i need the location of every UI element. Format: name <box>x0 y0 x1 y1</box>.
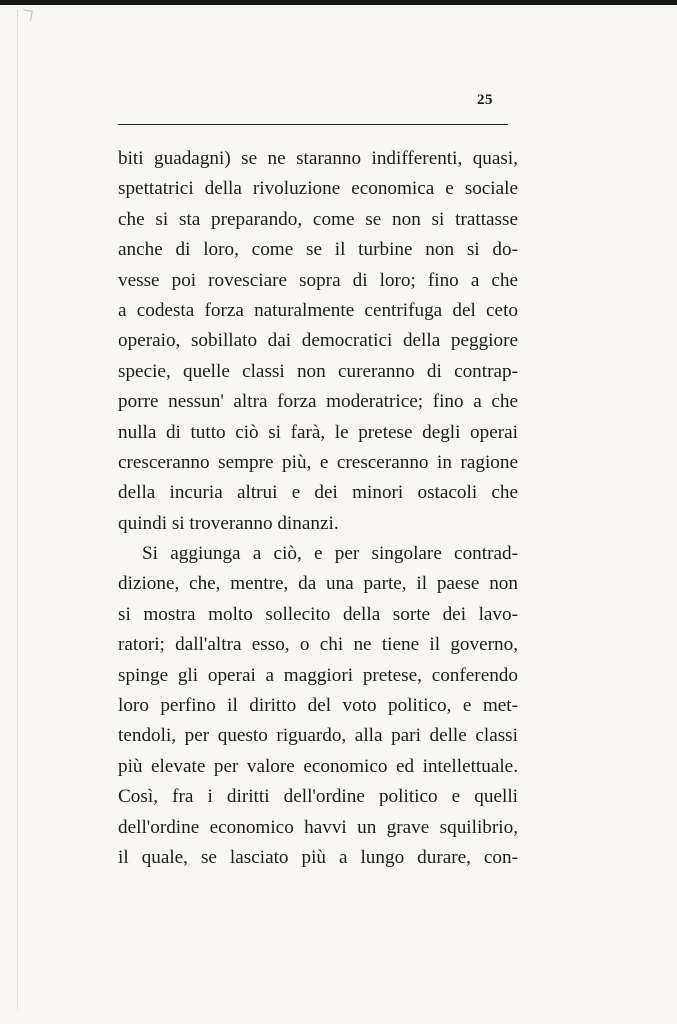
text-line: loro perfino il diritto del voto politico, e met- <box>118 695 518 717</box>
text-line: ratori; dall'altra esso, o chi ne tiene il governo, <box>118 634 518 656</box>
text-line: dell'ordine economico havvi un grave squilibrio, <box>118 816 518 838</box>
text-line: tendoli, per questo riguardo, alla pari delle classi <box>118 725 518 747</box>
text-line: dizione, che, mentre, da una parte, il paese non <box>118 573 518 595</box>
text-line: operaio, sobillato dai democratici della peggiore <box>118 330 518 352</box>
text-line: anche di loro, come se il turbine non si do- <box>118 239 518 261</box>
text-line: cresceranno sempre più, e cresceranno in ragione <box>118 451 518 473</box>
header-rule <box>118 124 508 125</box>
page-number: 25 <box>477 92 493 108</box>
text-line: Così, fra i diritti dell'ordine politico e quelli <box>118 786 518 808</box>
text-line: spinge gli operai a maggiori pretese, conferendo <box>118 664 518 686</box>
paragraph-end-line: quindi si troveranno dinanzi. <box>118 512 339 534</box>
text-line: porre nessun' altra forza moderatrice; fino a che <box>118 391 518 413</box>
text-line: specie, quelle classi non cureranno di contrap- <box>118 360 518 382</box>
text-line: nulla di tutto ciò si farà, le pretese degli operai <box>118 421 518 443</box>
scan-top-edge <box>0 0 677 5</box>
text-line: più elevate per valore economico ed intellettuale. <box>118 755 518 777</box>
text-line: della incuria altrui e dei minori ostacoli che <box>118 482 518 504</box>
text-line: che si sta preparando, come se non si trattasse <box>118 208 518 230</box>
text-line: a codesta forza naturalmente centrifuga del ceto <box>118 299 518 321</box>
text-line: si mostra molto sollecito della sorte dei lavo- <box>118 603 518 625</box>
text-line: spettatrici della rivoluzione economica e sociale <box>118 178 518 200</box>
body-text <box>118 144 518 873</box>
scan-left-margin <box>17 10 19 1010</box>
text-line: il quale, se lasciato più a lungo durare, con- <box>118 846 518 868</box>
text-line: biti guadagni) se ne staranno indifferenti, quasi, <box>118 148 518 169</box>
paragraph-start-line: Si aggiunga a ciò, e per singolare contrad- <box>142 543 518 565</box>
scan-corner-mark <box>21 9 33 21</box>
text-line: vesse poi rovesciare sopra di loro; fino a che <box>118 269 518 291</box>
